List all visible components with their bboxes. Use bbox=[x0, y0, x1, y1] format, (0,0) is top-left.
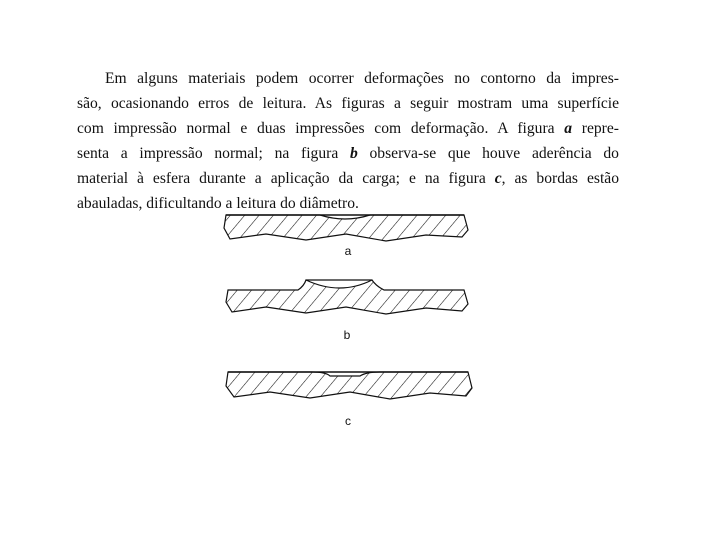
figure-ref-b: b bbox=[349, 145, 358, 162]
text-run: Em alguns materiais podem ocorrer deformações no contorno da impres- bbox=[105, 70, 619, 87]
text-line-4 bbox=[77, 141, 619, 166]
text-run: observa-se que houve aderência do bbox=[357, 145, 619, 162]
specimen-section bbox=[224, 215, 468, 241]
text-run: abauladas, dificultando a leitura do diâmetro. bbox=[77, 195, 359, 212]
figure-c-drawing bbox=[220, 362, 476, 404]
figure-b-drawing bbox=[220, 276, 470, 318]
text-line-3 bbox=[77, 116, 619, 141]
specimen-section bbox=[226, 280, 468, 314]
figure-label-a: a bbox=[344, 244, 352, 258]
figure-ref-a: a bbox=[564, 120, 573, 137]
text-line-5 bbox=[77, 166, 619, 191]
figure-label-b: b bbox=[343, 328, 351, 342]
text-run: , as bordas estão bbox=[501, 170, 619, 187]
figure-a-drawing bbox=[220, 210, 470, 246]
text-run: são, ocasionando erros de leitura. As figuras a seguir mostram uma superfície bbox=[77, 95, 619, 112]
text-run: repre- bbox=[572, 120, 619, 137]
body-paragraph bbox=[77, 66, 619, 216]
text-run: material à esfera durante a aplicação da carga; e na figura bbox=[77, 170, 495, 187]
text-run: com impressão normal e duas impressões com deformação. A figura bbox=[77, 120, 565, 137]
figure-ref-c: c bbox=[494, 170, 502, 187]
text-line-1 bbox=[77, 66, 619, 91]
specimen-section bbox=[226, 372, 472, 399]
text-run: senta a impressão normal; na figura bbox=[77, 145, 350, 162]
figure-label-c: c bbox=[345, 414, 351, 428]
text-line-2 bbox=[77, 91, 619, 116]
